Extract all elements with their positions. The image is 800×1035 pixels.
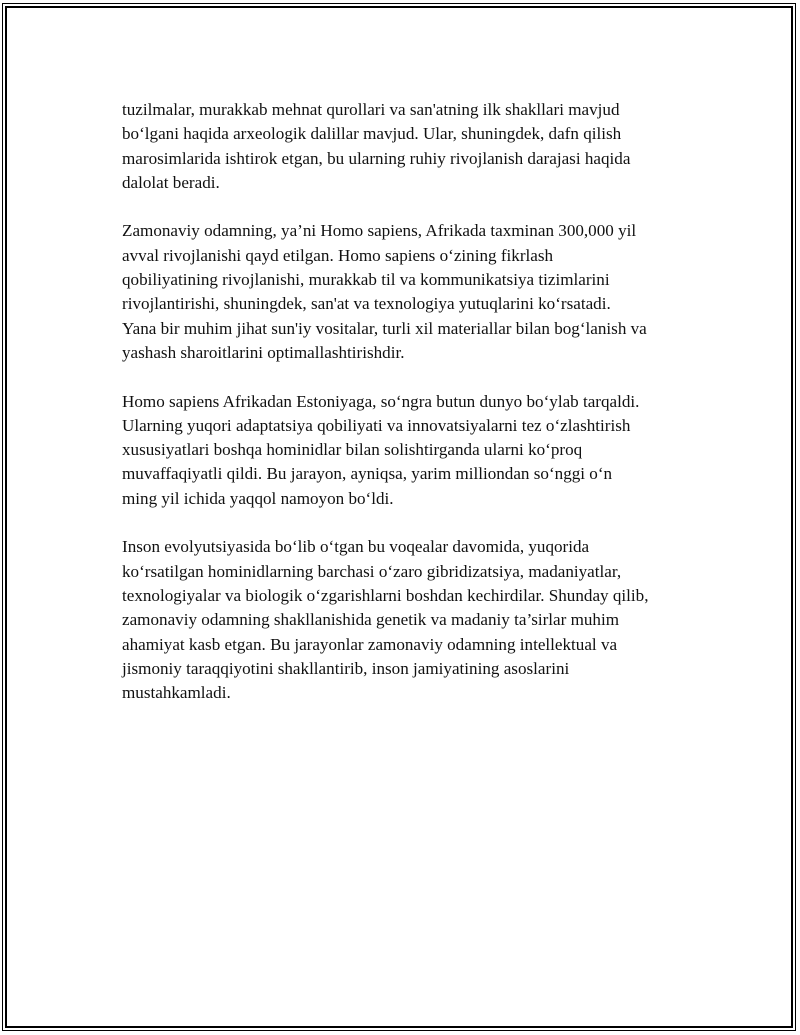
text-line: mustahkamladi. bbox=[122, 683, 231, 703]
text-line: avval rivojlanishi qayd etilgan. Homo sapiens o‘zining fikrlash bbox=[122, 245, 554, 265]
page-border bbox=[2, 3, 796, 1031]
text-line: Homo sapiens Afrikadan Estoniyaga, so‘ngra butun dunyo bo‘ylab tarqaldi. bbox=[122, 391, 640, 411]
text-line: dalolat beradi. bbox=[122, 172, 220, 192]
text-line: Yana bir muhim jihat sun'iy vositalar, turli xil materiallar bilan bog‘lanish va bbox=[122, 318, 647, 338]
text-line: zamonaviy odamning shakllanishida genetik va madaniy ta’sirlar muhim bbox=[122, 610, 620, 630]
text-line: texnologiyalar va biologik o‘zgarishlarni boshdan kechirdilar. Shunday qilib, bbox=[122, 585, 649, 605]
text-line: xususiyatlari boshqa hominidlar bilan solishtirganda ularni ko‘proq bbox=[122, 440, 583, 460]
text-line: qobiliyatining rivojlanishi, murakkab til va kommunikatsiya tizimlarini bbox=[122, 270, 610, 290]
paragraph-archaeological-evidence bbox=[122, 98, 712, 195]
text-line: muvaffaqiyatli qildi. Bu jarayon, ayniqsa, yarim milliondan so‘nggi o‘n bbox=[122, 464, 613, 484]
text-line: bo‘lgani haqida arxeologik dalillar mavjud. Ular, shuningdek, dafn qilish bbox=[122, 124, 622, 144]
paragraph-human-evolution-summary bbox=[122, 535, 712, 705]
text-line: jismoniy taraqqiyotini shakllantirib, inson jamiyatining asoslarini bbox=[122, 658, 570, 678]
text-line: Inson evolyutsiyasida bo‘lib o‘tgan bu voqealar davomida, yuqorida bbox=[122, 537, 590, 557]
text-line: marosimlarida ishtirok etgan, bu ularning ruhiy rivojlanish darajasi haqida bbox=[122, 148, 631, 168]
paragraph-homo-sapiens-spread bbox=[122, 390, 712, 511]
text-line: ko‘rsatilgan hominidlarning barchasi o‘zaro gibridizatsiya, madaniyatlar, bbox=[122, 561, 622, 581]
text-line: tuzilmalar, murakkab mehnat qurollari va san'atning ilk shakllari mavjud bbox=[122, 100, 620, 119]
document-body bbox=[122, 98, 712, 730]
paragraph-homo-sapiens-origin bbox=[122, 219, 712, 365]
text-line: yashash sharoitlarini optimallashtirishdir. bbox=[122, 342, 405, 362]
text-line: Zamonaviy odamning, ya’ni Homo sapiens, Afrikada taxminan 300,000 yil bbox=[122, 221, 637, 241]
text-line: Ularning yuqori adaptatsiya qobiliyati va innovatsiyalarni tez o‘zlashtirish bbox=[122, 415, 631, 435]
text-line: ahamiyat kasb etgan. Bu jarayonlar zamonaviy odamning intellektual va bbox=[122, 634, 618, 654]
text-line: ming yil ichida yaqqol namoyon bo‘ldi. bbox=[122, 488, 394, 508]
text-line: rivojlantirishi, shuningdek, san'at va texnologiya yutuqlarini ko‘rsatadi. bbox=[122, 294, 611, 314]
